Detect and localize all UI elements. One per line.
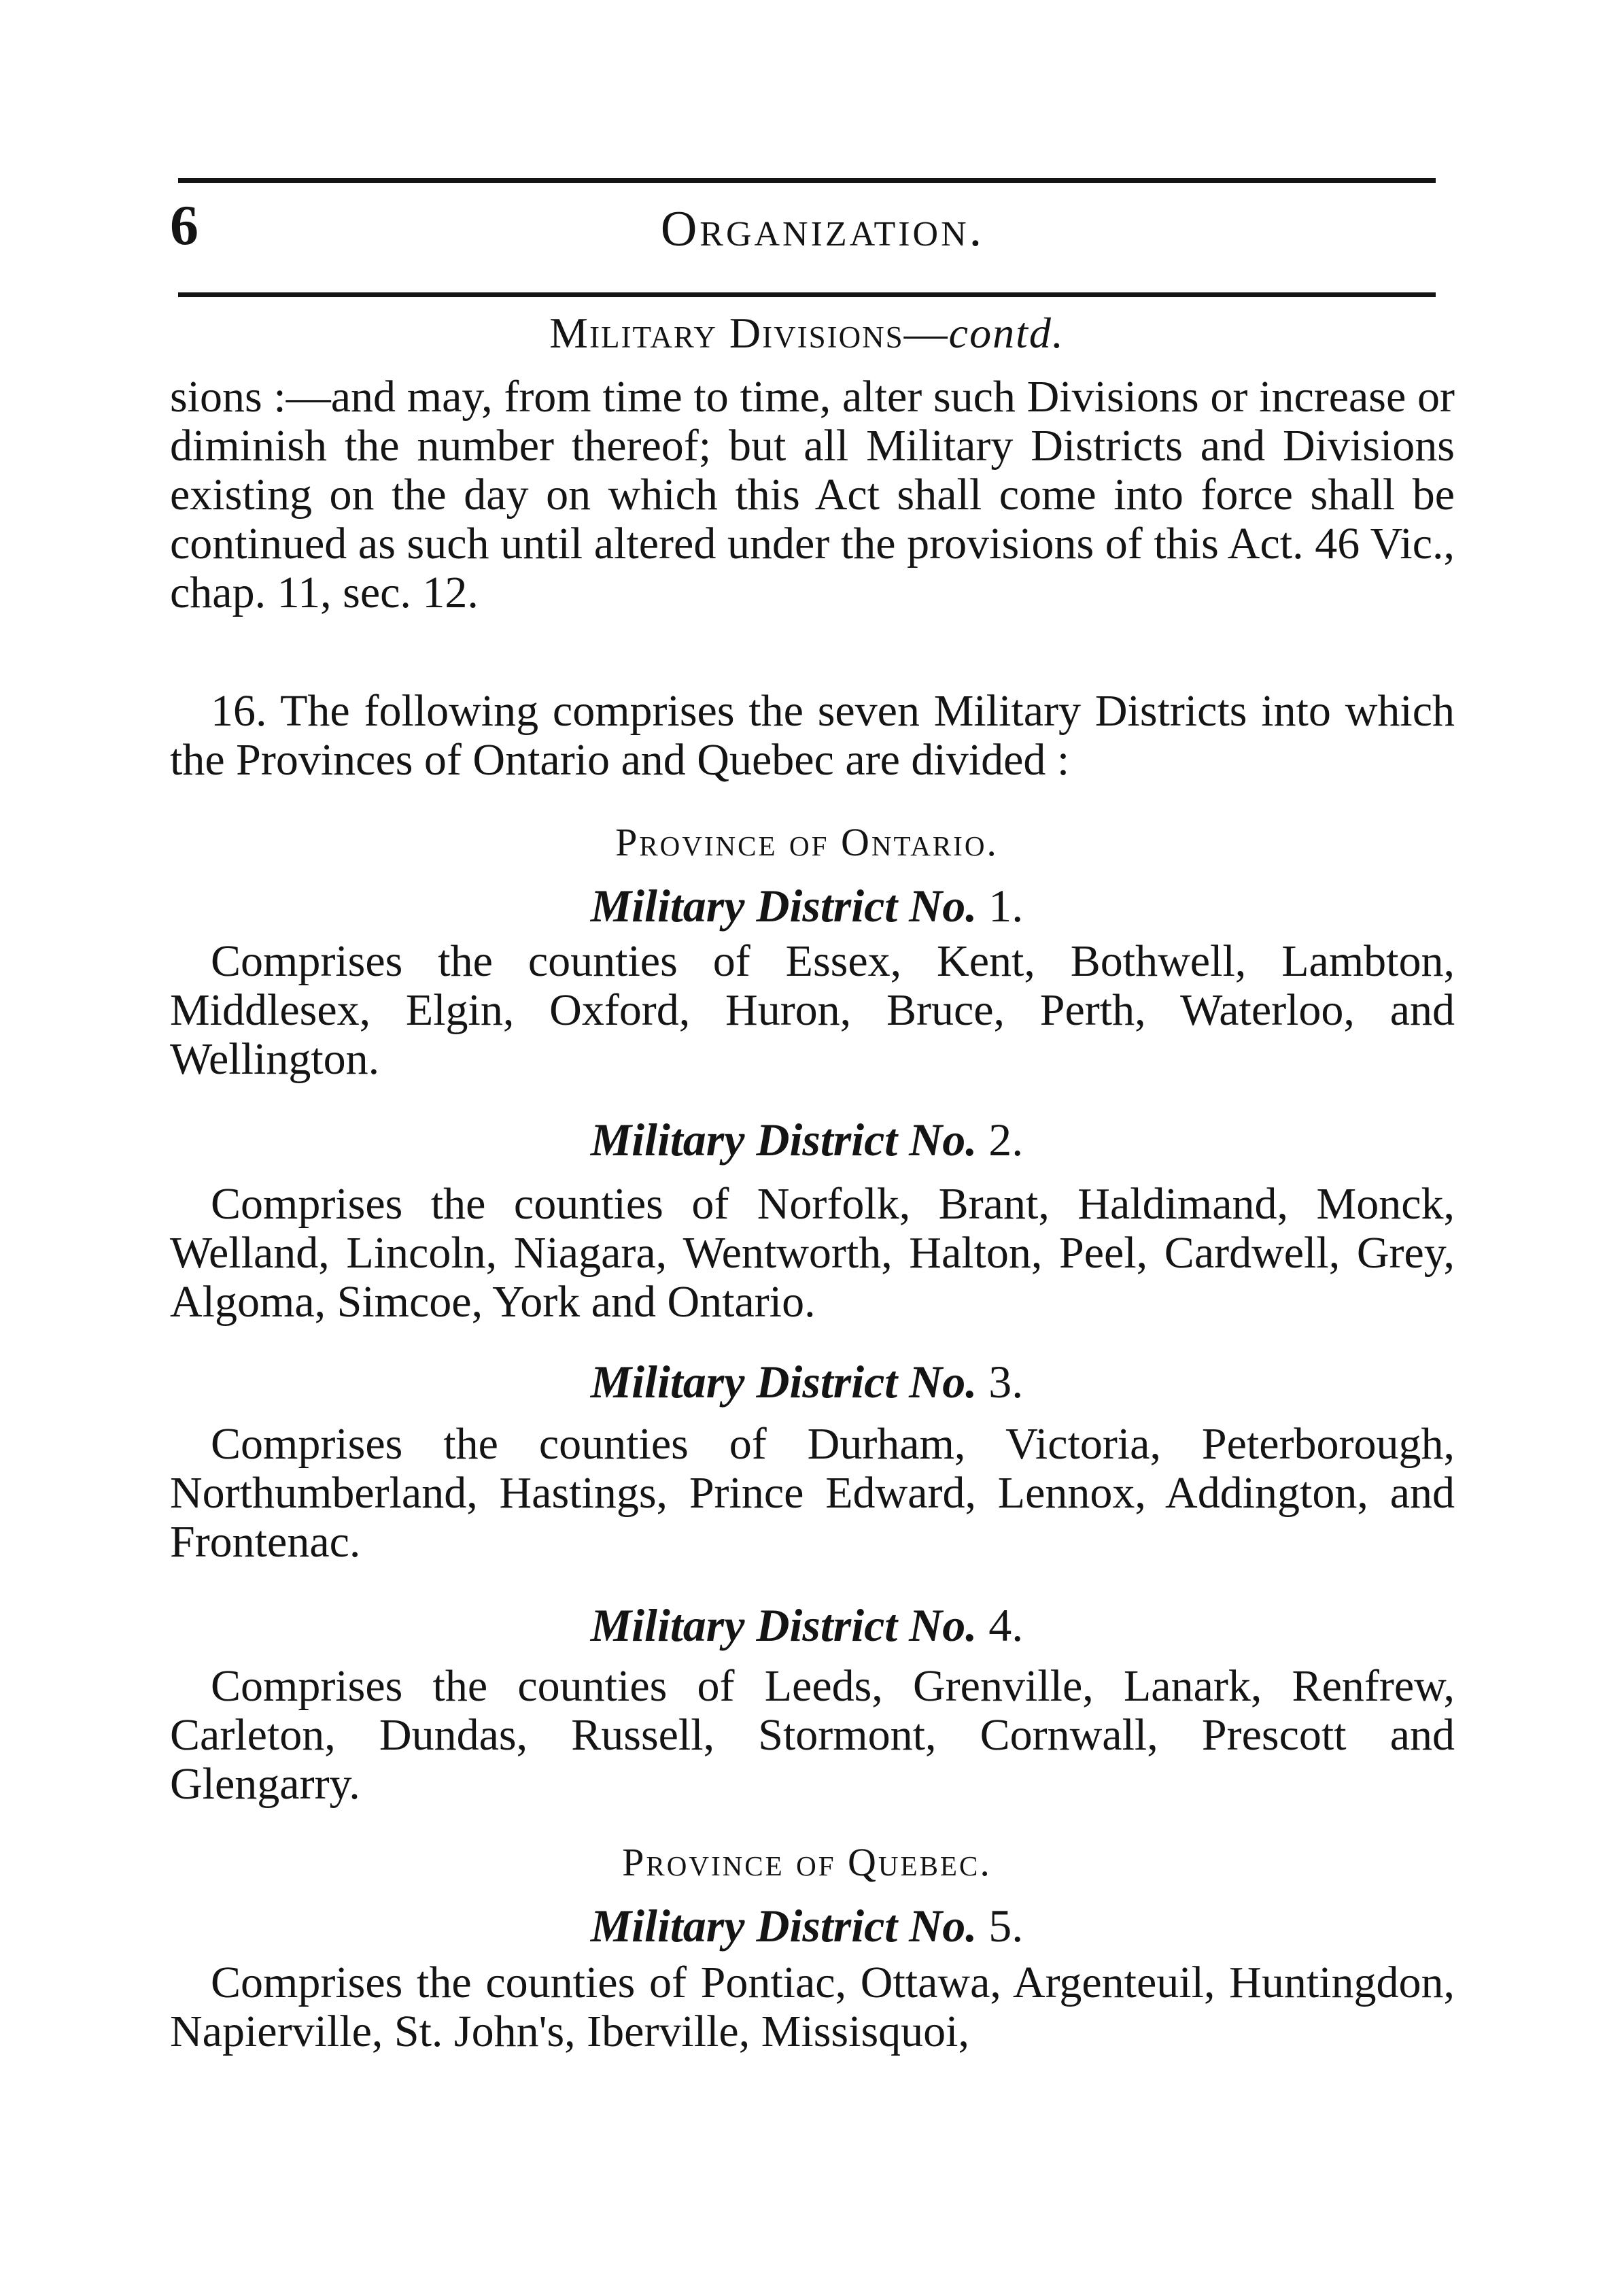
district-5-text: Comprises the counties of Pontiac, Ottawa, Argenteuil, Huntingdon, Napierville, St. John's, Iberville, Missisquoi, <box>170 1958 1455 2056</box>
province-ontario-heading: Province of Ontario. <box>615 820 999 864</box>
district-1-heading <box>178 880 1436 932</box>
top-rule <box>178 178 1436 183</box>
district-5-heading <box>178 1900 1436 1952</box>
district-1-label: Military District No. <box>590 880 978 932</box>
district-2-number: 2. <box>977 1114 1024 1165</box>
district-2-heading <box>178 1114 1436 1165</box>
section-contd: contd. <box>948 309 1065 357</box>
district-4-heading <box>178 1599 1436 1651</box>
district-4-text: Comprises the counties of Leeds, Grenville, Lanark, Renfrew, Carleton, Dundas, Russell, Stormont, Cornwall, Prescott and Glengarry. <box>170 1661 1455 1809</box>
section-16-paragraph: 16. The following comprises the seven Military Districts into which the Provinces of Ontario and Quebec are divided : <box>170 686 1455 785</box>
section-title-text: Military Divisions— <box>549 309 949 357</box>
district-3-label: Military District No. <box>590 1356 978 1408</box>
district-4-label: Military District No. <box>590 1599 978 1651</box>
district-1-text: Comprises the counties of Essex, Kent, Bothwell, Lambton, Middlesex, Elgin, Oxford, Huron, Bruce, Perth, Waterloo, and Wellington. <box>170 936 1455 1084</box>
district-5-number: 5. <box>977 1900 1024 1952</box>
district-2-text: Comprises the counties of Norfolk, Brant, Haldimand, Monck, Welland, Lincoln, Niagara, Wentworth, Halton, Peel, Cardwell, Grey, Algoma, Simcoe, York and Ontario. <box>170 1179 1455 1327</box>
province-quebec-heading: Province of Quebec. <box>622 1840 992 1884</box>
district-3-number: 3. <box>977 1356 1024 1408</box>
page-number: 6 <box>170 194 198 257</box>
running-title: Organization. <box>660 201 985 257</box>
district-2-label: Military District No. <box>590 1114 978 1165</box>
section-title <box>178 311 1436 355</box>
district-5-label: Military District No. <box>590 1900 978 1952</box>
intro-paragraph: sions :—and may, from time to time, alter such Divisions or increase or diminish the number thereof; but all Military Districts and Divisions existing on the day on which this Act shall come into force shall be continued as such until altered under the provisions of this Act. 46 Vic., chap. 11, sec. 12. <box>170 372 1455 617</box>
district-4-number: 4. <box>977 1599 1024 1651</box>
district-3-text: Comprises the counties of Durham, Victoria, Peterborough, Northumberland, Hastings, Prince Edward, Lennox, Addington, and Frontenac. <box>170 1419 1455 1567</box>
header-rule <box>178 292 1436 297</box>
district-1-number: 1. <box>977 880 1024 932</box>
district-3-heading <box>178 1356 1436 1408</box>
